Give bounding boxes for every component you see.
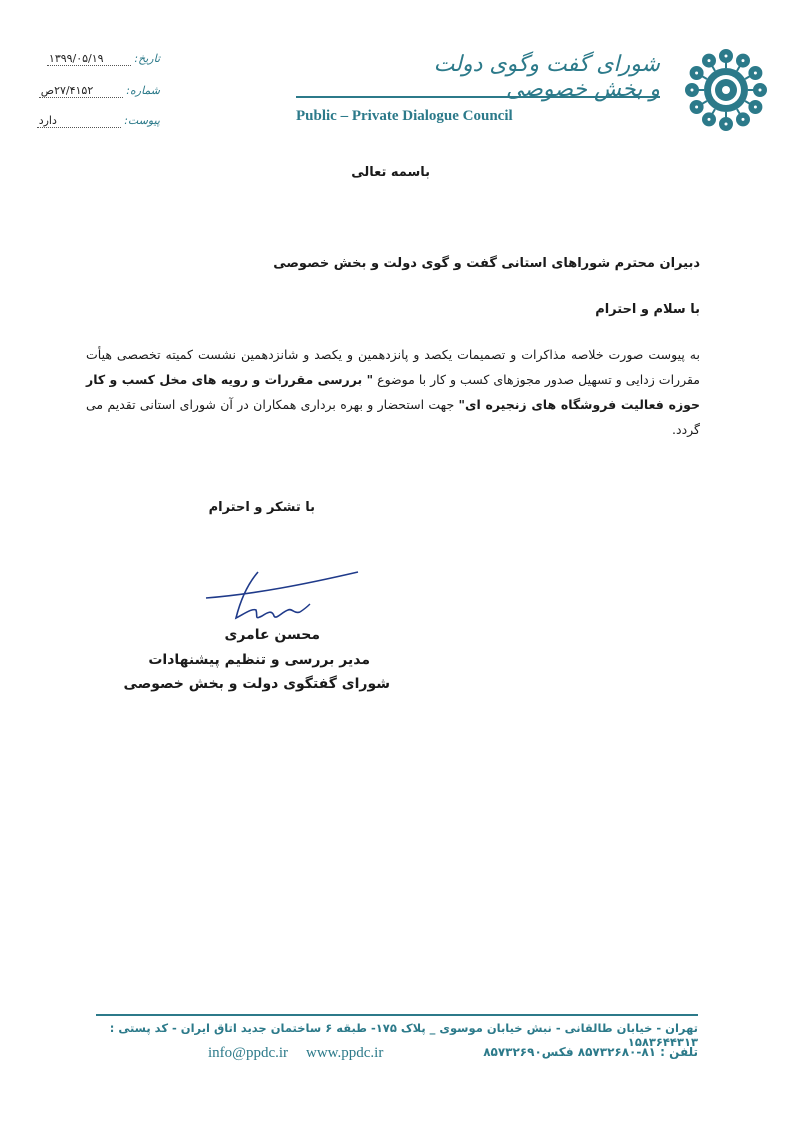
footer-email-link[interactable]: info@ppdc.ir	[208, 1045, 289, 1061]
body-subject: " بررسی مقررات و رویه های مخل کسب و کار حوزه فعالیت فروشگاه های زنجیره ای"	[86, 372, 700, 412]
council-name-en: Public – Private Dialogue Council	[296, 108, 513, 124]
date-label: تاریخ:	[134, 52, 160, 65]
invocation: باسمه تعالی	[351, 165, 430, 180]
date-field	[36, 52, 160, 70]
footer-website-link[interactable]: www.ppdc.ir	[306, 1045, 384, 1061]
letter-body	[86, 342, 700, 442]
date-value: ۱۳۹۹/۰۵/۱۹	[47, 52, 131, 66]
council-logo-icon	[680, 44, 772, 136]
number-value: ۲۷/۴۱۵۲ص	[39, 84, 123, 98]
body-text-part1: به پیوست صورت خلاصه مذاکرات و تصمیمات یکصد و پانزدهمین و یکصد و شانزدهمین نشست کمیته تخصصی هیأت مقررات زدایی و تسهیل صدور مجوزهای کسب و کار با موضوع	[86, 347, 700, 387]
greeting: با سلام و احترام	[595, 302, 700, 317]
number-field	[36, 84, 160, 102]
council-name-fa: شورای گفت وگوی دولت و بخش خصوصی	[433, 52, 660, 102]
handwritten-signature	[196, 566, 366, 636]
number-label: شماره:	[126, 84, 160, 97]
signatory-title: مدیر بررسی و تنظیم پیشنهادات	[148, 652, 370, 668]
footer-address: تهران - خیابان طالقانی - نبش خیابان موسوی _ پلاک ۱۷۵- طبقه ۶ ساختمان جدید اتاق ایران - کد پستی : ۱۵۸۳۶۴۴۳۱۳	[109, 1021, 698, 1049]
recipient: دبیران محترم شوراهای استانی گفت و گوی دولت و بخش خصوصی	[273, 256, 700, 271]
header-divider	[296, 96, 660, 98]
attachment-label: پیوست:	[124, 114, 160, 127]
closing: با تشکر و احترام	[208, 500, 315, 515]
footer-contacts	[96, 1045, 698, 1069]
signatory-name: محسن عامری	[224, 627, 320, 643]
attachment-value: دارد	[37, 114, 121, 128]
body-text-part2: جهت استحضار و بهره برداری همکاران در آن شورای استانی تقدیم می گردد.	[86, 397, 700, 437]
attachment-field	[36, 114, 160, 132]
footer-divider	[96, 1014, 698, 1016]
signatory-organization: شورای گفتگوی دولت و بخش خصوصی	[123, 676, 390, 692]
footer-phone: تلفن : ۸۱-۸۵۷۳۲۶۸۰ فکس۸۵۷۳۲۶۹۰	[483, 1045, 698, 1059]
